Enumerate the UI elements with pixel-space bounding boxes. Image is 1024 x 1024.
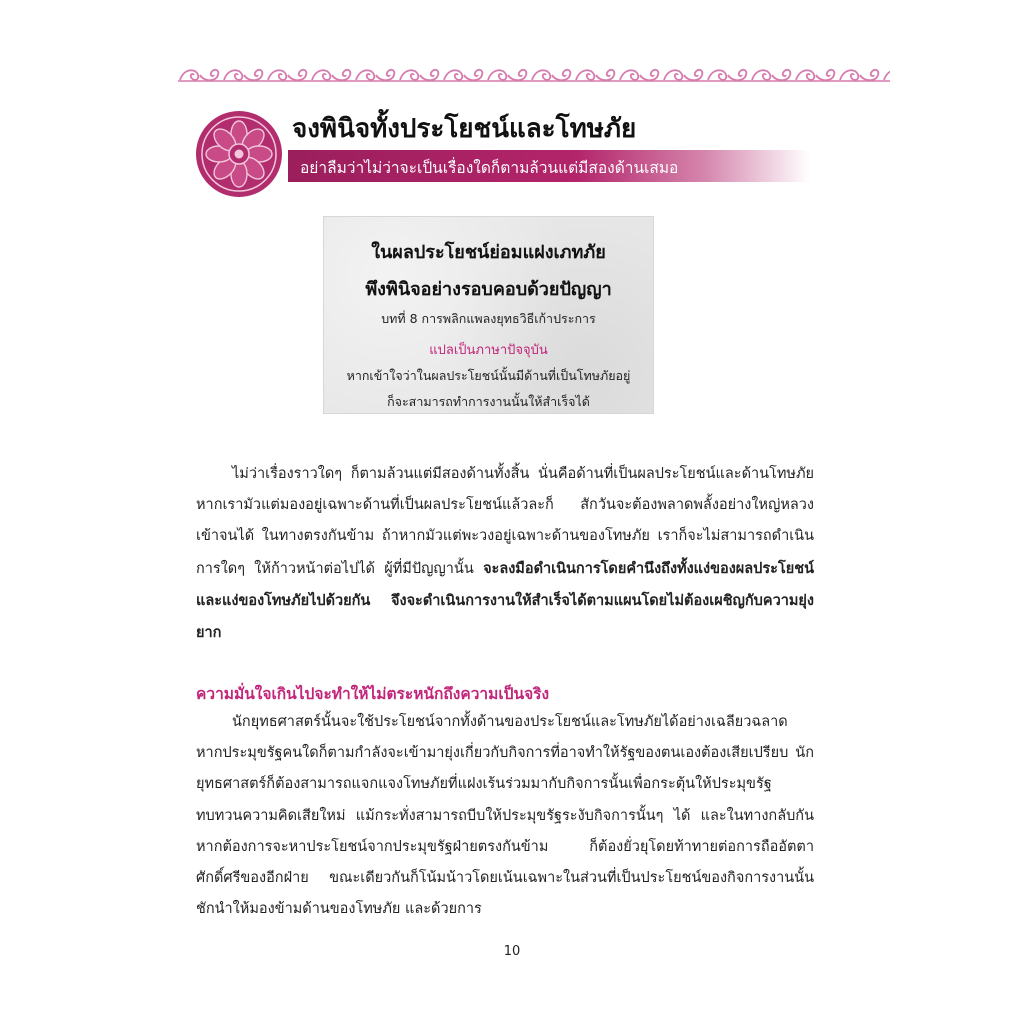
quote-line-2: พึงพินิจอย่างรอบคอบด้วยปัญญา bbox=[365, 279, 612, 300]
body-paragraph-1 bbox=[196, 459, 814, 649]
cloud-scroll-border bbox=[178, 64, 890, 86]
page-title: จงพินิจทั้งประโยชน์และโทษภัย bbox=[292, 114, 637, 144]
subtitle-banner bbox=[288, 150, 810, 182]
body-paragraph-2: นักยุทธศาสตร์นั้นจะใช้ประโยชน์จากทั้งด้านของประโยชน์และโทษภัยได้อย่างเฉลียวฉลาด หากประมุขรัฐคนใดก็ตามกำลังจะเข้ามายุ่งเกี่ยวกับกิจการที่อาจทำให้รัฐของตนเองต้องเสียเปรียบ นักยุทธศาสตร์ก็ต้องสามารถแจกแจงโทษภัยที่แฝงเร้นร่วมมากับกิจการนั้นเพื่อกระตุ้นให้ประมุขรัฐทบทวนความคิดเสียใหม่ แม้กระทั่งสามารถบีบให้ประมุขรัฐระงับกิจการนั้นๆ ได้ และในทางกลับกัน หากต้องการจะหาประโยชน์จากประมุขรัฐฝ่ายตรงกันข้าม ก็ต้องยั่วยุโดยท้าทายต่อการถืออัตตาศักดิ์ศรีของอีกฝ่าย ขณะเดียวกันก็โน้มน้าวโดยเน้นเฉพาะในส่วนที่เป็นประโยชน์ของกิจการงานนั้น ชักนำให้มองข้ามด้านของโทษภัย และด้วยการ bbox=[196, 714, 814, 918]
section-heading: ความมั่นใจเกินไปจะทำให้ไม่ตระหนักถึงความเป็นจริง bbox=[196, 685, 550, 703]
quote-box bbox=[323, 216, 654, 414]
quote-line-1: ในผลประโยชน์ย่อมแฝงเภทภัย bbox=[371, 242, 606, 263]
translation-line-2: ก็จะสามารถทำการงานนั้นให้สำเร็จได้ bbox=[387, 394, 590, 409]
quote-source: บทที่ 8 การพลิกแพลงยุทธวิธีเก้าประการ bbox=[381, 311, 596, 326]
paragraph-1-bold-text: จะลงมือดำเนินการโดยคำนึงถึงทั้งแง่ของผลประโยชน์และแง่ของโทษภัยไปด้วยกัน จึงจะดำเนินการงานให้สำเร็จได้ตามแผนโดยไม่ต้องเผชิญกับความยุ่งยาก bbox=[196, 559, 814, 642]
page-subtitle: อย่าลืมว่าไม่ว่าจะเป็นเรื่องใดก็ตามล้วนแต่มีสองด้านเสมอ bbox=[300, 159, 679, 177]
paragraph-1-text: ไม่ว่าเรื่องราวใดๆ ก็ตามล้วนแต่มีสองด้านทั้งสิ้น นั่นคือด้านที่เป็นผลประโยชน์และด้านโทษภัย หากเรามัวแต่มองอยู่เฉพาะด้านที่เป็นผลประโยชน์แล้วละก็ สักวันจะต้องพลาดพลั้งอย่างใหญ่หลวงเข้าจนได้ ในทางตรงกันข้าม ถ้าหากมัวแต่พะวงอยู่เฉพาะด้านของโทษภัย เราก็จะไม่สามารถดำเนินการใดๆ ให้ก้าวหน้าต่อไปได้ ผู้ที่มีปัญญานั้น bbox=[196, 466, 814, 577]
page-number: 10 bbox=[503, 944, 521, 959]
translation-line-1: หากเข้าใจว่าในผลประโยชน์นั้นมีด้านที่เป็นโทษภัยอยู่ bbox=[346, 368, 631, 383]
flower-mandala-icon bbox=[195, 110, 283, 198]
translation-heading: แปลเป็นภาษาปัจจุบัน bbox=[429, 343, 548, 358]
